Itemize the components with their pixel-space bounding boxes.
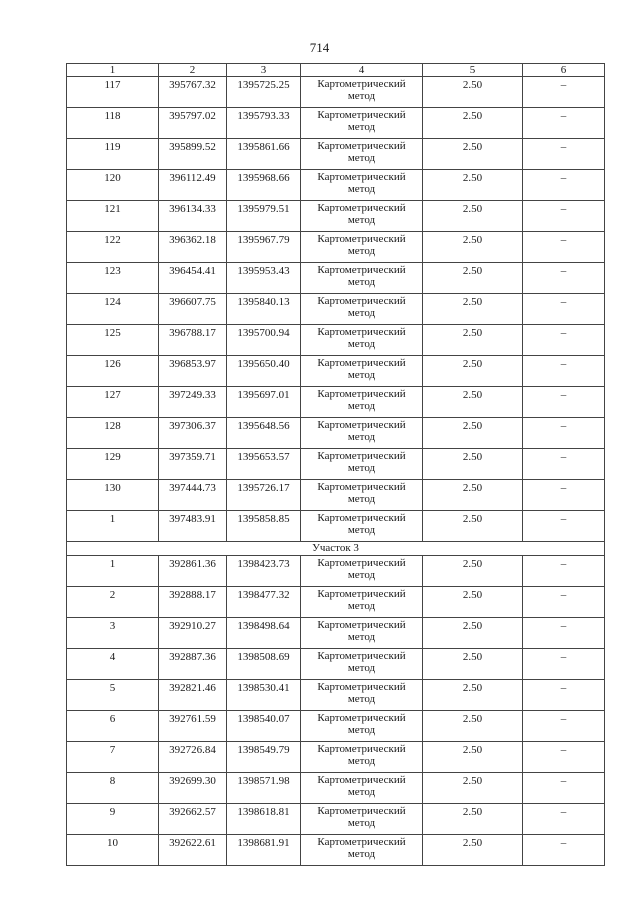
note-cell: – [523,680,605,711]
accuracy-value: 2.50 [423,170,523,201]
method-line-1: Картометрический [317,774,406,786]
note-cell: – [523,711,605,742]
method-cell [301,511,423,542]
note-cell: – [523,232,605,263]
accuracy-value: 2.50 [423,680,523,711]
coordinate-x: 397306.37 [159,418,227,449]
method-line-2: метод [347,755,376,767]
method-line-1: Картометрический [317,419,406,431]
point-number: 130 [67,480,159,511]
coordinate-y: 1395861.66 [227,139,301,170]
table-row [67,587,605,618]
accuracy-value: 2.50 [423,711,523,742]
accuracy-value: 2.50 [423,356,523,387]
coordinate-y: 1398477.32 [227,587,301,618]
table-row [67,139,605,170]
method-line-2: метод [347,276,376,288]
method-line-1: Картометрический [317,388,406,400]
column-header: 3 [227,64,301,77]
table-body [67,77,605,866]
coordinate-y: 1395653.57 [227,449,301,480]
point-number: 8 [67,773,159,804]
accuracy-value: 2.50 [423,139,523,170]
coordinate-y: 1395858.85 [227,511,301,542]
note-cell: – [523,556,605,587]
table-row [67,356,605,387]
table-row [67,325,605,356]
method-cell [301,711,423,742]
method-line-1: Картометрический [317,481,406,493]
accuracy-value: 2.50 [423,511,523,542]
accuracy-value: 2.50 [423,232,523,263]
note-cell: – [523,480,605,511]
method-line-2: метод [347,183,376,195]
table-row [67,649,605,680]
table-row [67,449,605,480]
coordinate-x: 396788.17 [159,325,227,356]
table-row [67,108,605,139]
method-line-1: Картометрический [317,836,406,848]
table-row [67,680,605,711]
point-number: 127 [67,387,159,418]
coordinate-y: 1395968.66 [227,170,301,201]
method-cell [301,356,423,387]
method-line-1: Картометрический [317,233,406,245]
point-number: 123 [67,263,159,294]
method-cell [301,201,423,232]
column-header: 2 [159,64,227,77]
coordinate-y: 1398571.98 [227,773,301,804]
coordinate-y: 1398618.81 [227,804,301,835]
column-number-row [67,64,605,77]
note-cell: – [523,511,605,542]
table-row [67,773,605,804]
accuracy-value: 2.50 [423,201,523,232]
table-row [67,835,605,866]
table-row [67,418,605,449]
method-line-1: Картометрический [317,171,406,183]
method-line-2: метод [347,631,376,643]
method-line-2: метод [347,462,376,474]
method-line-1: Картометрический [317,712,406,724]
method-line-2: метод [347,431,376,443]
table-row [67,387,605,418]
method-cell [301,232,423,263]
coordinate-x: 392699.30 [159,773,227,804]
point-number: 125 [67,325,159,356]
method-line-1: Картометрический [317,588,406,600]
page-number: 714 [309,40,330,55]
point-number: 120 [67,170,159,201]
point-number: 121 [67,201,159,232]
note-cell: – [523,649,605,680]
method-line-2: метод [347,152,376,164]
method-line-1: Картометрический [317,78,406,90]
method-line-2: метод [347,214,376,226]
method-line-2: метод [347,245,376,257]
section-title: Участок 3 [67,542,605,556]
method-line-1: Картометрический [317,512,406,524]
coordinate-y: 1395650.40 [227,356,301,387]
method-line-2: метод [347,724,376,736]
table-row [67,556,605,587]
point-number: 1 [67,556,159,587]
coordinate-x: 392888.17 [159,587,227,618]
note-cell: – [523,77,605,108]
method-line-2: метод [347,400,376,412]
method-cell [301,263,423,294]
method-line-1: Картометрический [317,450,406,462]
coordinate-y: 1395726.17 [227,480,301,511]
method-cell [301,835,423,866]
coordinate-y: 1395697.01 [227,387,301,418]
accuracy-value: 2.50 [423,742,523,773]
method-cell [301,294,423,325]
coordinate-y: 1398540.07 [227,711,301,742]
method-line-2: метод [347,817,376,829]
note-cell: – [523,139,605,170]
point-number: 7 [67,742,159,773]
coordinate-x: 392726.84 [159,742,227,773]
point-number: 3 [67,618,159,649]
note-cell: – [523,742,605,773]
method-line-1: Картометрический [317,557,406,569]
point-number: 6 [67,711,159,742]
accuracy-value: 2.50 [423,773,523,804]
note-cell: – [523,618,605,649]
method-cell [301,773,423,804]
accuracy-value: 2.50 [423,77,523,108]
coordinate-x: 392910.27 [159,618,227,649]
coordinate-x: 395797.02 [159,108,227,139]
accuracy-value: 2.50 [423,325,523,356]
coordinate-y: 1398549.79 [227,742,301,773]
note-cell: – [523,835,605,866]
coordinates-table [66,63,605,866]
note-cell: – [523,387,605,418]
coordinate-y: 1395648.56 [227,418,301,449]
table-row [67,201,605,232]
accuracy-value: 2.50 [423,480,523,511]
method-line-1: Картометрический [317,805,406,817]
method-cell [301,139,423,170]
coordinate-x: 397483.91 [159,511,227,542]
column-header: 6 [523,64,605,77]
point-number: 122 [67,232,159,263]
table-row [67,77,605,108]
coordinate-y: 1395700.94 [227,325,301,356]
method-line-2: метод [347,662,376,674]
coordinate-x: 396607.75 [159,294,227,325]
method-cell [301,587,423,618]
method-line-1: Картометрический [317,357,406,369]
method-line-1: Картометрический [317,326,406,338]
accuracy-value: 2.50 [423,263,523,294]
method-cell [301,742,423,773]
note-cell: – [523,325,605,356]
coordinate-y: 1395979.51 [227,201,301,232]
coordinate-x: 392622.61 [159,835,227,866]
accuracy-value: 2.50 [423,449,523,480]
method-line-1: Картометрический [317,650,406,662]
note-cell: – [523,449,605,480]
point-number: 1 [67,511,159,542]
table-row [67,804,605,835]
method-line-1: Картометрический [317,140,406,152]
table-row [67,711,605,742]
accuracy-value: 2.50 [423,108,523,139]
method-line-2: метод [347,786,376,798]
method-cell [301,170,423,201]
method-cell [301,480,423,511]
method-line-2: метод [347,848,376,860]
column-header: 4 [301,64,423,77]
point-number: 2 [67,587,159,618]
accuracy-value: 2.50 [423,649,523,680]
accuracy-value: 2.50 [423,587,523,618]
coordinate-y: 1395953.43 [227,263,301,294]
point-number: 117 [67,77,159,108]
table-row [67,170,605,201]
method-line-2: метод [347,307,376,319]
note-cell: – [523,263,605,294]
note-cell: – [523,804,605,835]
section-title-row [67,542,605,556]
method-cell [301,649,423,680]
method-cell [301,556,423,587]
coordinate-x: 392662.57 [159,804,227,835]
method-cell [301,804,423,835]
coordinate-x: 396112.49 [159,170,227,201]
coordinate-x: 397249.33 [159,387,227,418]
note-cell: – [523,587,605,618]
method-cell [301,77,423,108]
method-line-2: метод [347,90,376,102]
method-line-2: метод [347,493,376,505]
point-number: 5 [67,680,159,711]
method-line-1: Картометрический [317,264,406,276]
table-row [67,480,605,511]
accuracy-value: 2.50 [423,835,523,866]
coordinate-x: 397359.71 [159,449,227,480]
method-line-2: метод [347,338,376,350]
coordinate-y: 1398423.73 [227,556,301,587]
coordinate-y: 1395793.33 [227,108,301,139]
point-number: 118 [67,108,159,139]
table-row [67,742,605,773]
method-cell [301,387,423,418]
accuracy-value: 2.50 [423,387,523,418]
method-cell [301,418,423,449]
coordinate-y: 1395967.79 [227,232,301,263]
coordinate-x: 392861.36 [159,556,227,587]
method-line-2: метод [347,369,376,381]
method-line-1: Картометрический [317,743,406,755]
coordinate-y: 1395725.25 [227,77,301,108]
accuracy-value: 2.50 [423,804,523,835]
method-cell [301,618,423,649]
coordinate-y: 1398508.69 [227,649,301,680]
point-number: 126 [67,356,159,387]
note-cell: – [523,356,605,387]
method-line-2: метод [347,693,376,705]
note-cell: – [523,201,605,232]
accuracy-value: 2.50 [423,618,523,649]
coordinate-x: 397444.73 [159,480,227,511]
method-line-2: метод [347,569,376,581]
table-row [67,232,605,263]
table-row [67,263,605,294]
method-line-1: Картометрический [317,202,406,214]
point-number: 129 [67,449,159,480]
coordinate-y: 1395840.13 [227,294,301,325]
point-number: 10 [67,835,159,866]
coordinate-x: 392821.46 [159,680,227,711]
note-cell: – [523,170,605,201]
note-cell: – [523,773,605,804]
coordinate-x: 396362.18 [159,232,227,263]
point-number: 119 [67,139,159,170]
method-line-1: Картометрический [317,295,406,307]
coordinate-y: 1398498.64 [227,618,301,649]
method-line-2: метод [347,600,376,612]
note-cell: – [523,108,605,139]
table-row [67,511,605,542]
method-cell [301,108,423,139]
accuracy-value: 2.50 [423,556,523,587]
method-cell [301,449,423,480]
coordinate-x: 396853.97 [159,356,227,387]
coordinate-x: 392761.59 [159,711,227,742]
method-line-2: метод [347,524,376,536]
point-number: 9 [67,804,159,835]
coordinate-x: 392887.36 [159,649,227,680]
column-header: 5 [423,64,523,77]
note-cell: – [523,418,605,449]
method-cell [301,680,423,711]
method-line-1: Картометрический [317,681,406,693]
method-line-1: Картометрический [317,619,406,631]
coordinate-x: 395899.52 [159,139,227,170]
point-number: 128 [67,418,159,449]
accuracy-value: 2.50 [423,418,523,449]
method-cell [301,325,423,356]
coordinate-x: 396134.33 [159,201,227,232]
column-header: 1 [67,64,159,77]
coordinate-x: 396454.41 [159,263,227,294]
point-number: 4 [67,649,159,680]
table-row [67,618,605,649]
accuracy-value: 2.50 [423,294,523,325]
point-number: 124 [67,294,159,325]
method-line-2: метод [347,121,376,133]
method-line-1: Картометрический [317,109,406,121]
coordinate-x: 395767.32 [159,77,227,108]
table-row [67,294,605,325]
note-cell: – [523,294,605,325]
coordinate-y: 1398681.91 [227,835,301,866]
coordinate-y: 1398530.41 [227,680,301,711]
